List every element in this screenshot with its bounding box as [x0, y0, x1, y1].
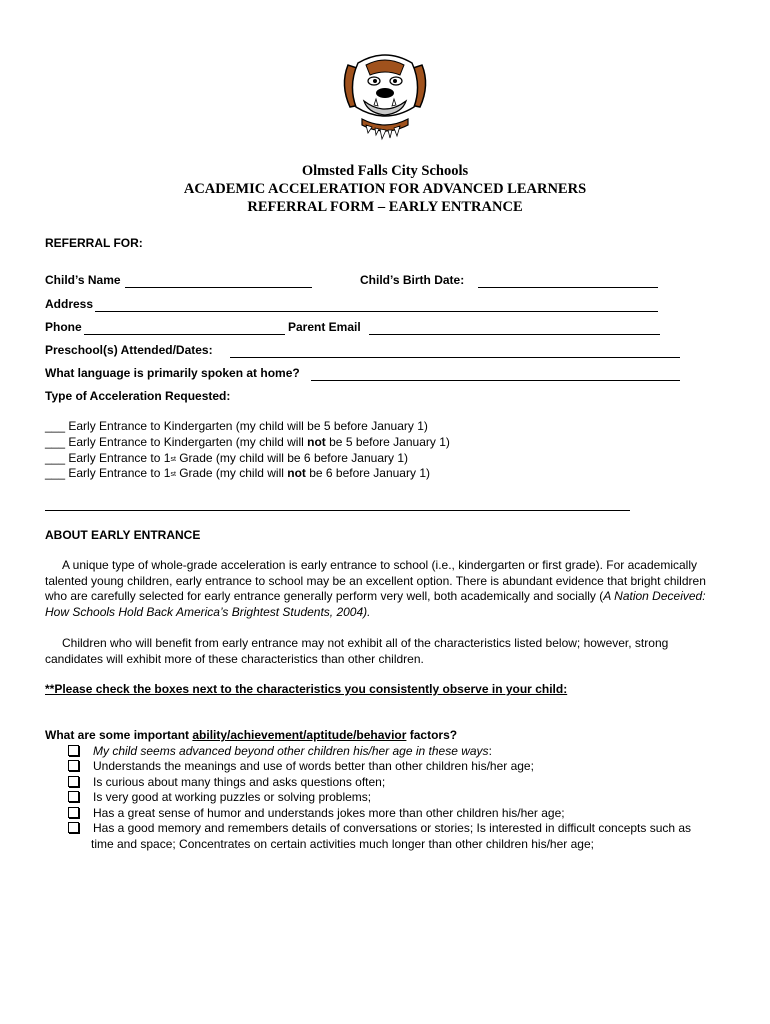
birth-date-label: Child’s Birth Date: — [360, 273, 465, 287]
checklist-item[interactable] — [68, 775, 385, 790]
checkbox[interactable] — [68, 776, 79, 787]
bulldog-mascot-logo — [330, 45, 440, 145]
option-first-grade-not-before[interactable] — [45, 466, 430, 483]
checklist-item-label: Is curious about many things and asks questions often; — [93, 775, 386, 789]
checklist-item-colon: : — [488, 744, 492, 758]
factors-question-end: factors? — [406, 728, 458, 742]
checkbox[interactable] — [68, 745, 79, 756]
option-blank[interactable]: ___ — [45, 451, 66, 465]
option-emphasis: not — [307, 435, 326, 449]
district-name: Olmsted Falls City Schools — [301, 163, 469, 179]
checklist-item-advanced[interactable] — [68, 744, 492, 759]
option-kindergarten-before[interactable] — [45, 419, 428, 434]
option-kindergarten-not-before[interactable] — [45, 435, 450, 450]
program-title: ACADEMIC ACCELERATION FOR ADVANCED LEARNERS — [183, 181, 587, 197]
checkbox[interactable] — [68, 807, 79, 818]
parent-email-field[interactable] — [369, 334, 660, 335]
option-emphasis: not — [287, 466, 306, 480]
citation: A Nation Deceived: How Schools Hold Back America’s Brightest Students, 2004). — [45, 589, 706, 619]
checklist-item[interactable] — [68, 821, 691, 836]
option-text: Early Entrance to Kindergarten (my child will — [68, 435, 308, 449]
option-blank[interactable]: ___ — [45, 435, 66, 449]
phone-label: Phone — [45, 320, 82, 334]
checklist-item-continuation: time and space; Concentrates on certain activities much longer than other children his/her age; — [91, 837, 594, 851]
referral-heading: REFERRAL FOR: — [45, 236, 143, 250]
address-label: Address — [45, 297, 94, 311]
preschool-label: Preschool(s) Attended/Dates: — [45, 343, 213, 357]
factors-question-emphasis: ability/achievement/aptitude/behavior — [192, 728, 407, 742]
option-text: Early Entrance to 1 — [68, 451, 171, 465]
checkbox[interactable] — [68, 822, 79, 833]
checklist-item[interactable] — [68, 790, 371, 805]
option-text-mid: Grade (my child will — [175, 466, 288, 480]
option-text-end: be 6 before January 1) — [305, 466, 430, 480]
address-field[interactable] — [95, 311, 658, 312]
checklist-item[interactable] — [68, 806, 565, 821]
ordinal-suffix: st — [170, 471, 176, 478]
ordinal-suffix: st — [170, 456, 176, 463]
parent-email-label: Parent Email — [288, 320, 361, 334]
acceleration-type-label: Type of Acceleration Requested: — [45, 389, 231, 403]
checklist-item-label: Understands the meanings and use of words better than other children his/her age; — [93, 759, 534, 773]
check-instruction: **Please check the boxes next to the characteristics you consistently observe in your child: — [45, 682, 568, 696]
birth-date-field[interactable] — [478, 287, 658, 288]
about-paragraph-1 — [45, 558, 725, 620]
about-paragraph-2: Children who will benefit from early entrance may not exhibit all of the characteristics listed below; however, strong candidates will exhibit more of these characteristics than other children. — [45, 636, 669, 666]
checklist-item-label: Has a great sense of humor and understands jokes more than other children his/her age; — [93, 806, 565, 820]
child-name-label: Child’s Name — [45, 273, 121, 287]
checklist-item[interactable] — [68, 759, 534, 774]
phone-field[interactable] — [84, 334, 285, 335]
preschool-field[interactable] — [230, 357, 680, 358]
language-field[interactable] — [311, 380, 680, 381]
option-blank[interactable]: ___ — [45, 419, 66, 433]
child-name-field[interactable] — [125, 287, 312, 288]
section-divider — [45, 510, 630, 511]
checklist-item-label: My child seems advanced beyond other children his/her age in these ways — [93, 744, 489, 758]
factors-question-start: What are some important — [45, 728, 193, 742]
checklist-item-label: Has a good memory and remembers details of conversations or stories; Is interested in difficult concepts such as — [93, 821, 692, 835]
option-text-mid: Grade (my child will be 6 before January 1) — [175, 451, 408, 465]
about-paragraph-1-text: A unique type of whole-grade acceleration is early entrance to school (i.e., kindergarten or first grade). For academically talented young children, early entrance to school may be an excellent option. There is abundant evidence that bright children who are carefully selected for early entrance generally perform very well, both academically and socially ( — [45, 558, 706, 603]
factors-question — [45, 728, 457, 743]
checkbox[interactable] — [68, 791, 79, 802]
checklist-item-label: Is very good at working puzzles or solving problems; — [93, 790, 372, 804]
option-text: Early Entrance to 1 — [68, 466, 171, 480]
checkbox[interactable] — [68, 760, 79, 771]
option-text-end: be 5 before January 1) — [325, 435, 450, 449]
option-blank[interactable]: ___ — [45, 466, 66, 480]
option-text: Early Entrance to Kindergarten (my child will be 5 before January 1) — [68, 419, 428, 433]
about-heading: ABOUT EARLY ENTRANCE — [45, 528, 201, 542]
title-block — [0, 162, 770, 216]
form-title: REFERRAL FORM – EARLY ENTRANCE — [247, 199, 523, 215]
language-label: What language is primarily spoken at home? — [45, 366, 300, 380]
